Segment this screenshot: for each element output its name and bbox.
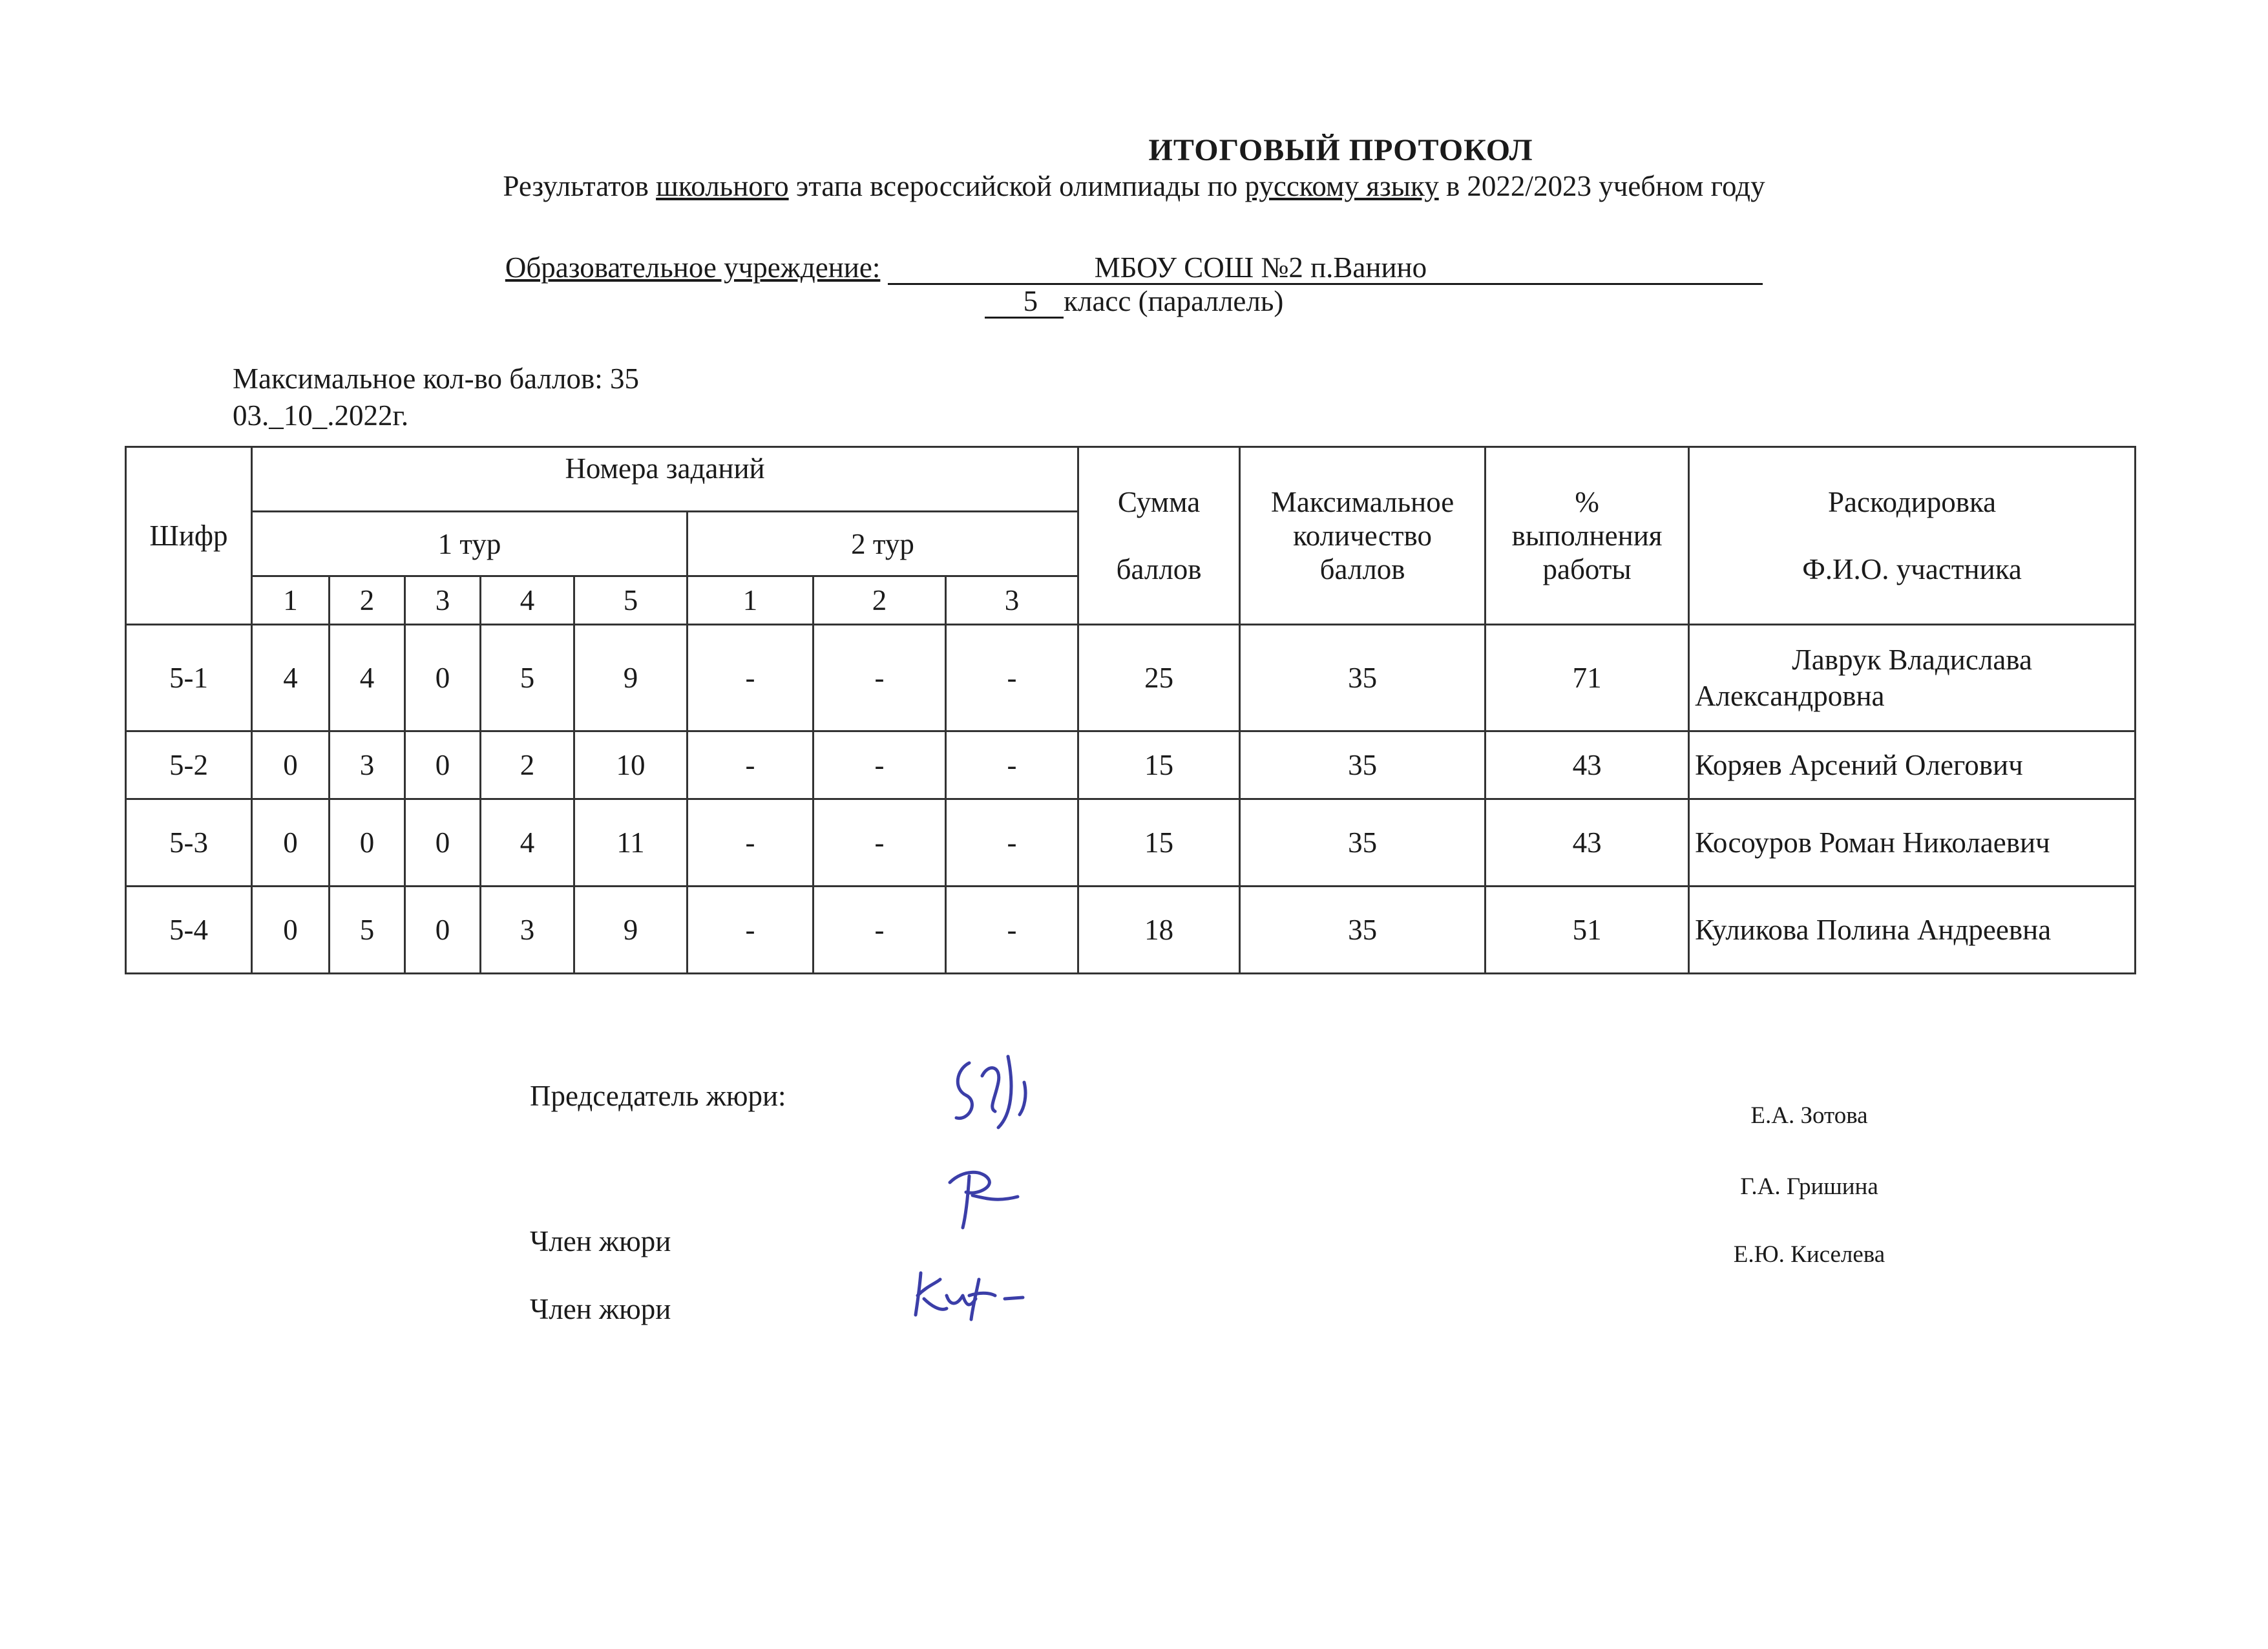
sum-header-line2: баллов — [1116, 553, 1202, 585]
score-cell: 0 — [405, 799, 481, 887]
score-cell: - — [814, 731, 946, 799]
tasks-header: Номера заданий — [252, 447, 1078, 512]
participant-code: 5-2 — [126, 731, 252, 799]
decode-header-line1: Раскодировка — [1827, 486, 1997, 518]
percent-cell: 43 — [1486, 799, 1689, 887]
sum-cell: 25 — [1078, 625, 1240, 731]
member2-signature — [908, 1260, 1031, 1325]
score-cell: 0 — [405, 625, 481, 731]
chair-signature — [943, 1037, 1060, 1140]
subtitle-mid: этапа всероссийской олимпиады по — [788, 170, 1245, 202]
score-cell: 11 — [574, 799, 688, 887]
score-cell: 0 — [405, 731, 481, 799]
max-cell: 35 — [1240, 625, 1486, 731]
round1-task-5: 5 — [574, 576, 688, 625]
table-row — [126, 887, 2136, 974]
table-row — [126, 731, 2136, 799]
institution-label: Образовательное учреждение: — [505, 251, 881, 284]
header-row-1 — [126, 447, 2136, 512]
participant-code: 5-1 — [126, 625, 252, 731]
round2-task-3: 3 — [946, 576, 1078, 625]
max-header — [1240, 447, 1486, 625]
member2-name: Е.Ю. Киселева — [1733, 1241, 1885, 1268]
score-cell: - — [946, 625, 1078, 731]
score-cell: - — [814, 799, 946, 887]
max-score-text: Максимальное кол-во баллов: 35 — [233, 362, 639, 395]
percent-cell: 43 — [1486, 731, 1689, 799]
round1-task-2: 2 — [330, 576, 405, 625]
document-title: ИТОГОВЫЙ ПРОТОКОЛ — [1148, 133, 1533, 167]
table-row — [126, 799, 2136, 887]
subtitle-post: в 2022/2023 учебном году — [1438, 170, 1765, 202]
score-cell: - — [814, 625, 946, 731]
institution-value: МБОУ СОШ №2 п.Ванино — [888, 253, 1763, 285]
percent-cell: 51 — [1486, 887, 1689, 974]
percent-header-line2: выполнения — [1511, 520, 1663, 552]
score-cell: - — [946, 731, 1078, 799]
sum-cell: 18 — [1078, 887, 1240, 974]
score-cell: - — [688, 625, 814, 731]
score-cell: 5 — [481, 625, 574, 731]
score-cell: 4 — [481, 799, 574, 887]
document-subtitle — [0, 169, 2268, 203]
decode-header — [1689, 447, 2136, 625]
max-cell: 35 — [1240, 887, 1486, 974]
score-cell: - — [688, 731, 814, 799]
sum-header-line1: Сумма — [1117, 486, 1201, 518]
round2-header: 2 тур — [688, 512, 1078, 576]
participant-code: 5-4 — [126, 887, 252, 974]
institution-line — [0, 251, 2268, 285]
score-cell: 5 — [330, 887, 405, 974]
protocol-date: 03._10_.2022г. — [233, 399, 409, 432]
max-cell: 35 — [1240, 799, 1486, 887]
subtitle-subject: русскому языку — [1244, 170, 1439, 202]
sum-cell: 15 — [1078, 731, 1240, 799]
percent-header-line3: работы — [1542, 553, 1632, 585]
score-cell: 2 — [481, 731, 574, 799]
score-cell: 10 — [574, 731, 688, 799]
max-cell: 35 — [1240, 731, 1486, 799]
decode-header-line2: Ф.И.О. участника — [1802, 553, 2022, 585]
score-cell: - — [688, 799, 814, 887]
score-cell: 4 — [330, 625, 405, 731]
score-cell: 0 — [330, 799, 405, 887]
grade-value: 5 — [985, 286, 1064, 319]
score-cell: - — [946, 799, 1078, 887]
score-cell: 4 — [252, 625, 330, 731]
participant-name: Куликова Полина Андреевна — [1689, 887, 2136, 974]
subtitle-pre: Результатов — [503, 170, 656, 202]
score-cell: - — [814, 887, 946, 974]
member1-name: Г.А. Гришина — [1740, 1173, 1878, 1200]
chair-name: Е.А. Зотова — [1750, 1102, 1868, 1129]
max-header-line2: количество — [1293, 520, 1432, 552]
subtitle-stage: школьного — [656, 170, 789, 202]
score-cell: - — [688, 887, 814, 974]
score-cell: 3 — [330, 731, 405, 799]
participant-name: Лаврук Владислава Александровна — [1689, 625, 2136, 731]
round1-task-1: 1 — [252, 576, 330, 625]
round1-task-3: 3 — [405, 576, 481, 625]
score-cell: 0 — [252, 887, 330, 974]
percent-cell: 71 — [1486, 625, 1689, 731]
max-header-line1: Максимальное — [1270, 486, 1454, 518]
results-table — [125, 446, 2136, 974]
score-cell: 0 — [252, 799, 330, 887]
score-cell: - — [946, 887, 1078, 974]
code-header: Шифр — [126, 447, 252, 625]
grade-line — [0, 284, 2268, 319]
participant-code: 5-3 — [126, 799, 252, 887]
participant-name: Коряев Арсений Олегович — [1689, 731, 2136, 799]
round2-task-1: 1 — [688, 576, 814, 625]
participant-name: Косоуров Роман Николаевич — [1689, 799, 2136, 887]
table-row — [126, 625, 2136, 731]
round1-task-4: 4 — [481, 576, 574, 625]
chair-label: Председатель жюри: — [530, 1080, 786, 1112]
sum-header — [1078, 447, 1240, 625]
sum-cell: 15 — [1078, 799, 1240, 887]
score-cell: 3 — [481, 887, 574, 974]
max-header-line3: баллов — [1319, 553, 1405, 585]
round2-task-2: 2 — [814, 576, 946, 625]
round1-header: 1 тур — [252, 512, 688, 576]
member1-label: Член жюри — [530, 1225, 671, 1257]
score-cell: 9 — [574, 625, 688, 731]
score-cell: 0 — [252, 731, 330, 799]
score-cell: 9 — [574, 887, 688, 974]
grade-suffix: класс (параллель) — [1064, 285, 1284, 317]
score-cell: 0 — [405, 887, 481, 974]
percent-header — [1486, 447, 1689, 625]
member1-signature — [937, 1157, 1027, 1234]
member2-label: Член жюри — [530, 1293, 671, 1325]
percent-header-line1: % — [1575, 486, 1599, 518]
